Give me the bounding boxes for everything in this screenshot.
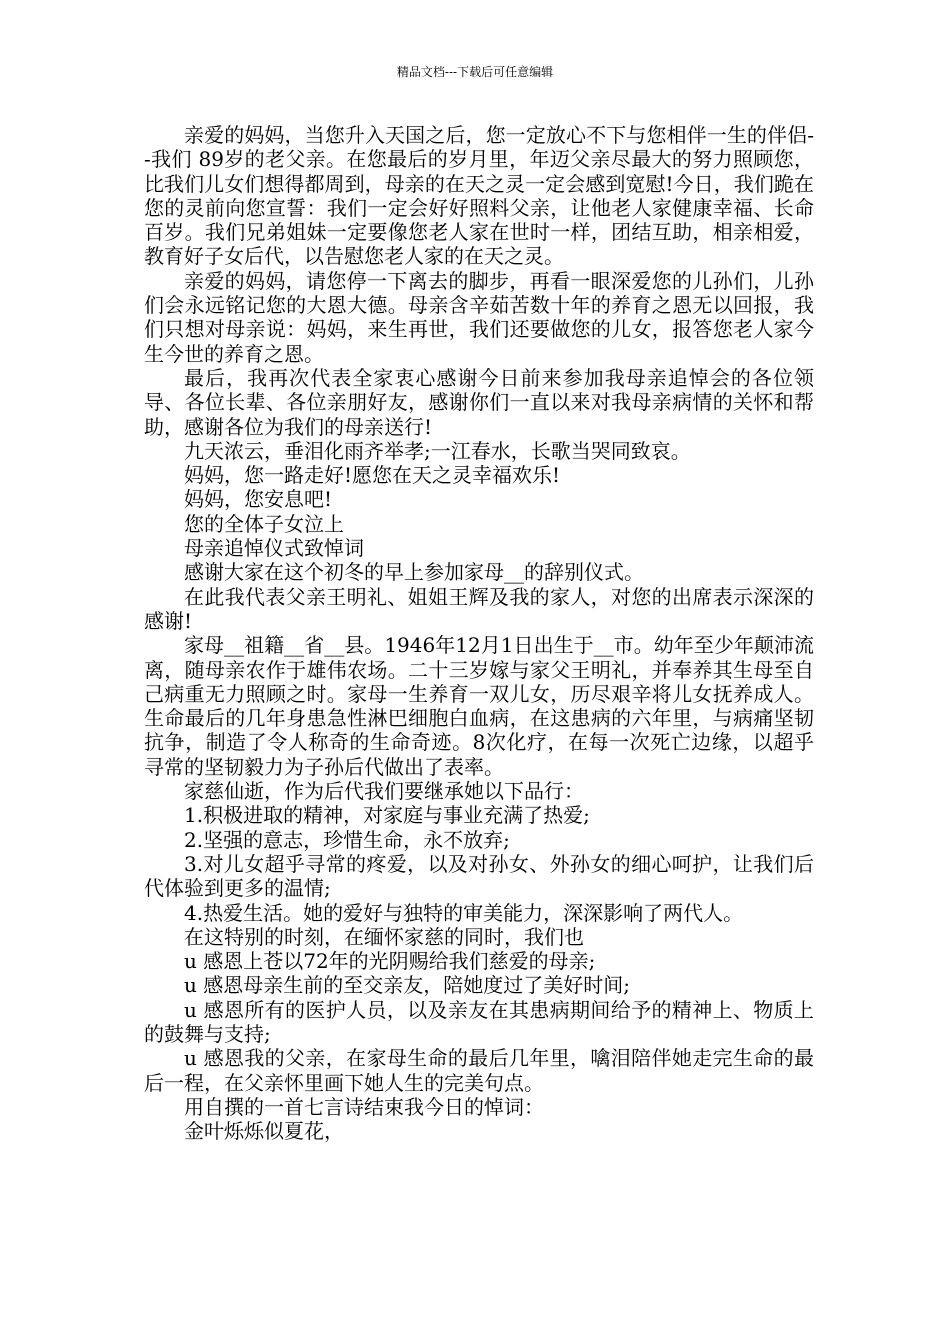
page-header: 精品文档---下载后可任意编辑 — [396, 65, 554, 79]
gratitude-item: u 感恩我的父亲，在家母生命的最后几年里，噙泪陪伴她走完生命的最后一程，在父亲怀里画下她人生的完美句点。 — [144, 1046, 814, 1095]
paragraph: 亲爱的妈妈，请您停一下离去的脚步，再看一眼深爱您的儿孙们，儿孙们会永远铭记您的大恩大德。母亲含辛茹苦数十年的养育之恩无以回报，我们只想对母亲说：妈妈，来生再世，我们还要做您的儿女，报答您老人家今生今世的养育之恩。 — [144, 268, 814, 366]
paragraph: 在此我代表父亲王明礼、姐姐王辉及我的家人，对您的出席表示深深的感谢! — [144, 584, 814, 633]
list-item: 1.积极进取的精神，对家庭与事业充满了热爱; — [184, 803, 590, 828]
gratitude-item: u 感恩所有的医护人员，以及亲友在其患病期间给予的精神上、物质上的鼓舞与支持; — [144, 997, 814, 1046]
signature-line: 您的全体子女泣上 — [184, 511, 344, 536]
gratitude-item: u 感恩上苍以72年的光阴赐给我们慈爱的母亲; — [184, 949, 596, 974]
list-item: 4.热爱生活。她的爱好与独特的审美能力，深深影响了两代人。 — [184, 900, 744, 925]
poem-line: 金叶烁烁似夏花， — [184, 1119, 344, 1144]
paragraph: 家慈仙逝，作为后代我们要继承她以下品行： — [184, 779, 584, 804]
paragraph: 九天浓云，垂泪化雨齐举孝;一江春水，长歌当哭同致哀。 — [184, 438, 691, 463]
gratitude-item: u 感恩母亲生前的至交亲友，陪她度过了美好时间; — [184, 973, 630, 998]
paragraph: 感谢大家在这个初冬的早上参加家母__的辞别仪式。 — [184, 560, 644, 585]
paragraph: 用自撰的一首七言诗结束我今日的悼词： — [184, 1094, 544, 1119]
paragraph: 妈妈，您一路走好!愿您在天之灵幸福欢乐! — [184, 463, 561, 488]
paragraph: 在这特别的时刻，在缅怀家慈的同时，我们也 — [184, 924, 584, 949]
paragraph: 家母__祖籍__省__县。1946年12月1日出生于__市。幼年至少年颠沛流离，随母亲农作于雄伟农场。二十三岁嫁与家父王明礼，并奉养其生母至自己病重无力照顾之时。家母一生养育一双儿女，历尽艰辛将儿女抚养成人。生命最后的几年身患急性淋巴细胞白血病，在这患病的六年里，与病痛坚韧抗争，制造了令人称奇的生命奇迹。8次化疗，在每一次死亡边缘，以超乎寻常的坚韧毅力为子孙后代做出了表率。 — [144, 633, 814, 779]
list-item: 3.对儿女超乎寻常的疼爱，以及对孙女、外孙女的细心呵护，让我们后代体验到更多的温情; — [144, 851, 814, 901]
document-body — [144, 123, 814, 1143]
section-title: 母亲追悼仪式致悼词 — [184, 536, 364, 561]
paragraph: 亲爱的妈妈，当您升入天国之后，您一定放心不下与您相伴一生的伴侣--我们 89岁的老父亲。在您最后的岁月里，年迈父亲尽最大的努力照顾您，比我们儿女们想得都周到，母亲的在天之灵一定会感到宽慰!今日，我们跪在您的灵前向您宣誓：我们一定会好好照料父亲，让他老人家健康幸福、长命百岁。我们兄弟姐妹一定要像您老人家在世时一样，团结互助，相亲相爱，教育好子女后代，以告慰您老人家的在天之灵。 — [144, 123, 814, 269]
paragraph: 最后，我再次代表全家衷心感谢今日前来参加我母亲追悼会的各位领导、各位长辈、各位亲朋好友，感谢你们一直以来对我母亲病情的关怀和帮助，感谢各位为我们的母亲送行! — [144, 365, 814, 439]
paragraph: 妈妈，您安息吧! — [184, 487, 333, 512]
list-item: 2.坚强的意志，珍惜生命，永不放弃; — [184, 827, 510, 852]
